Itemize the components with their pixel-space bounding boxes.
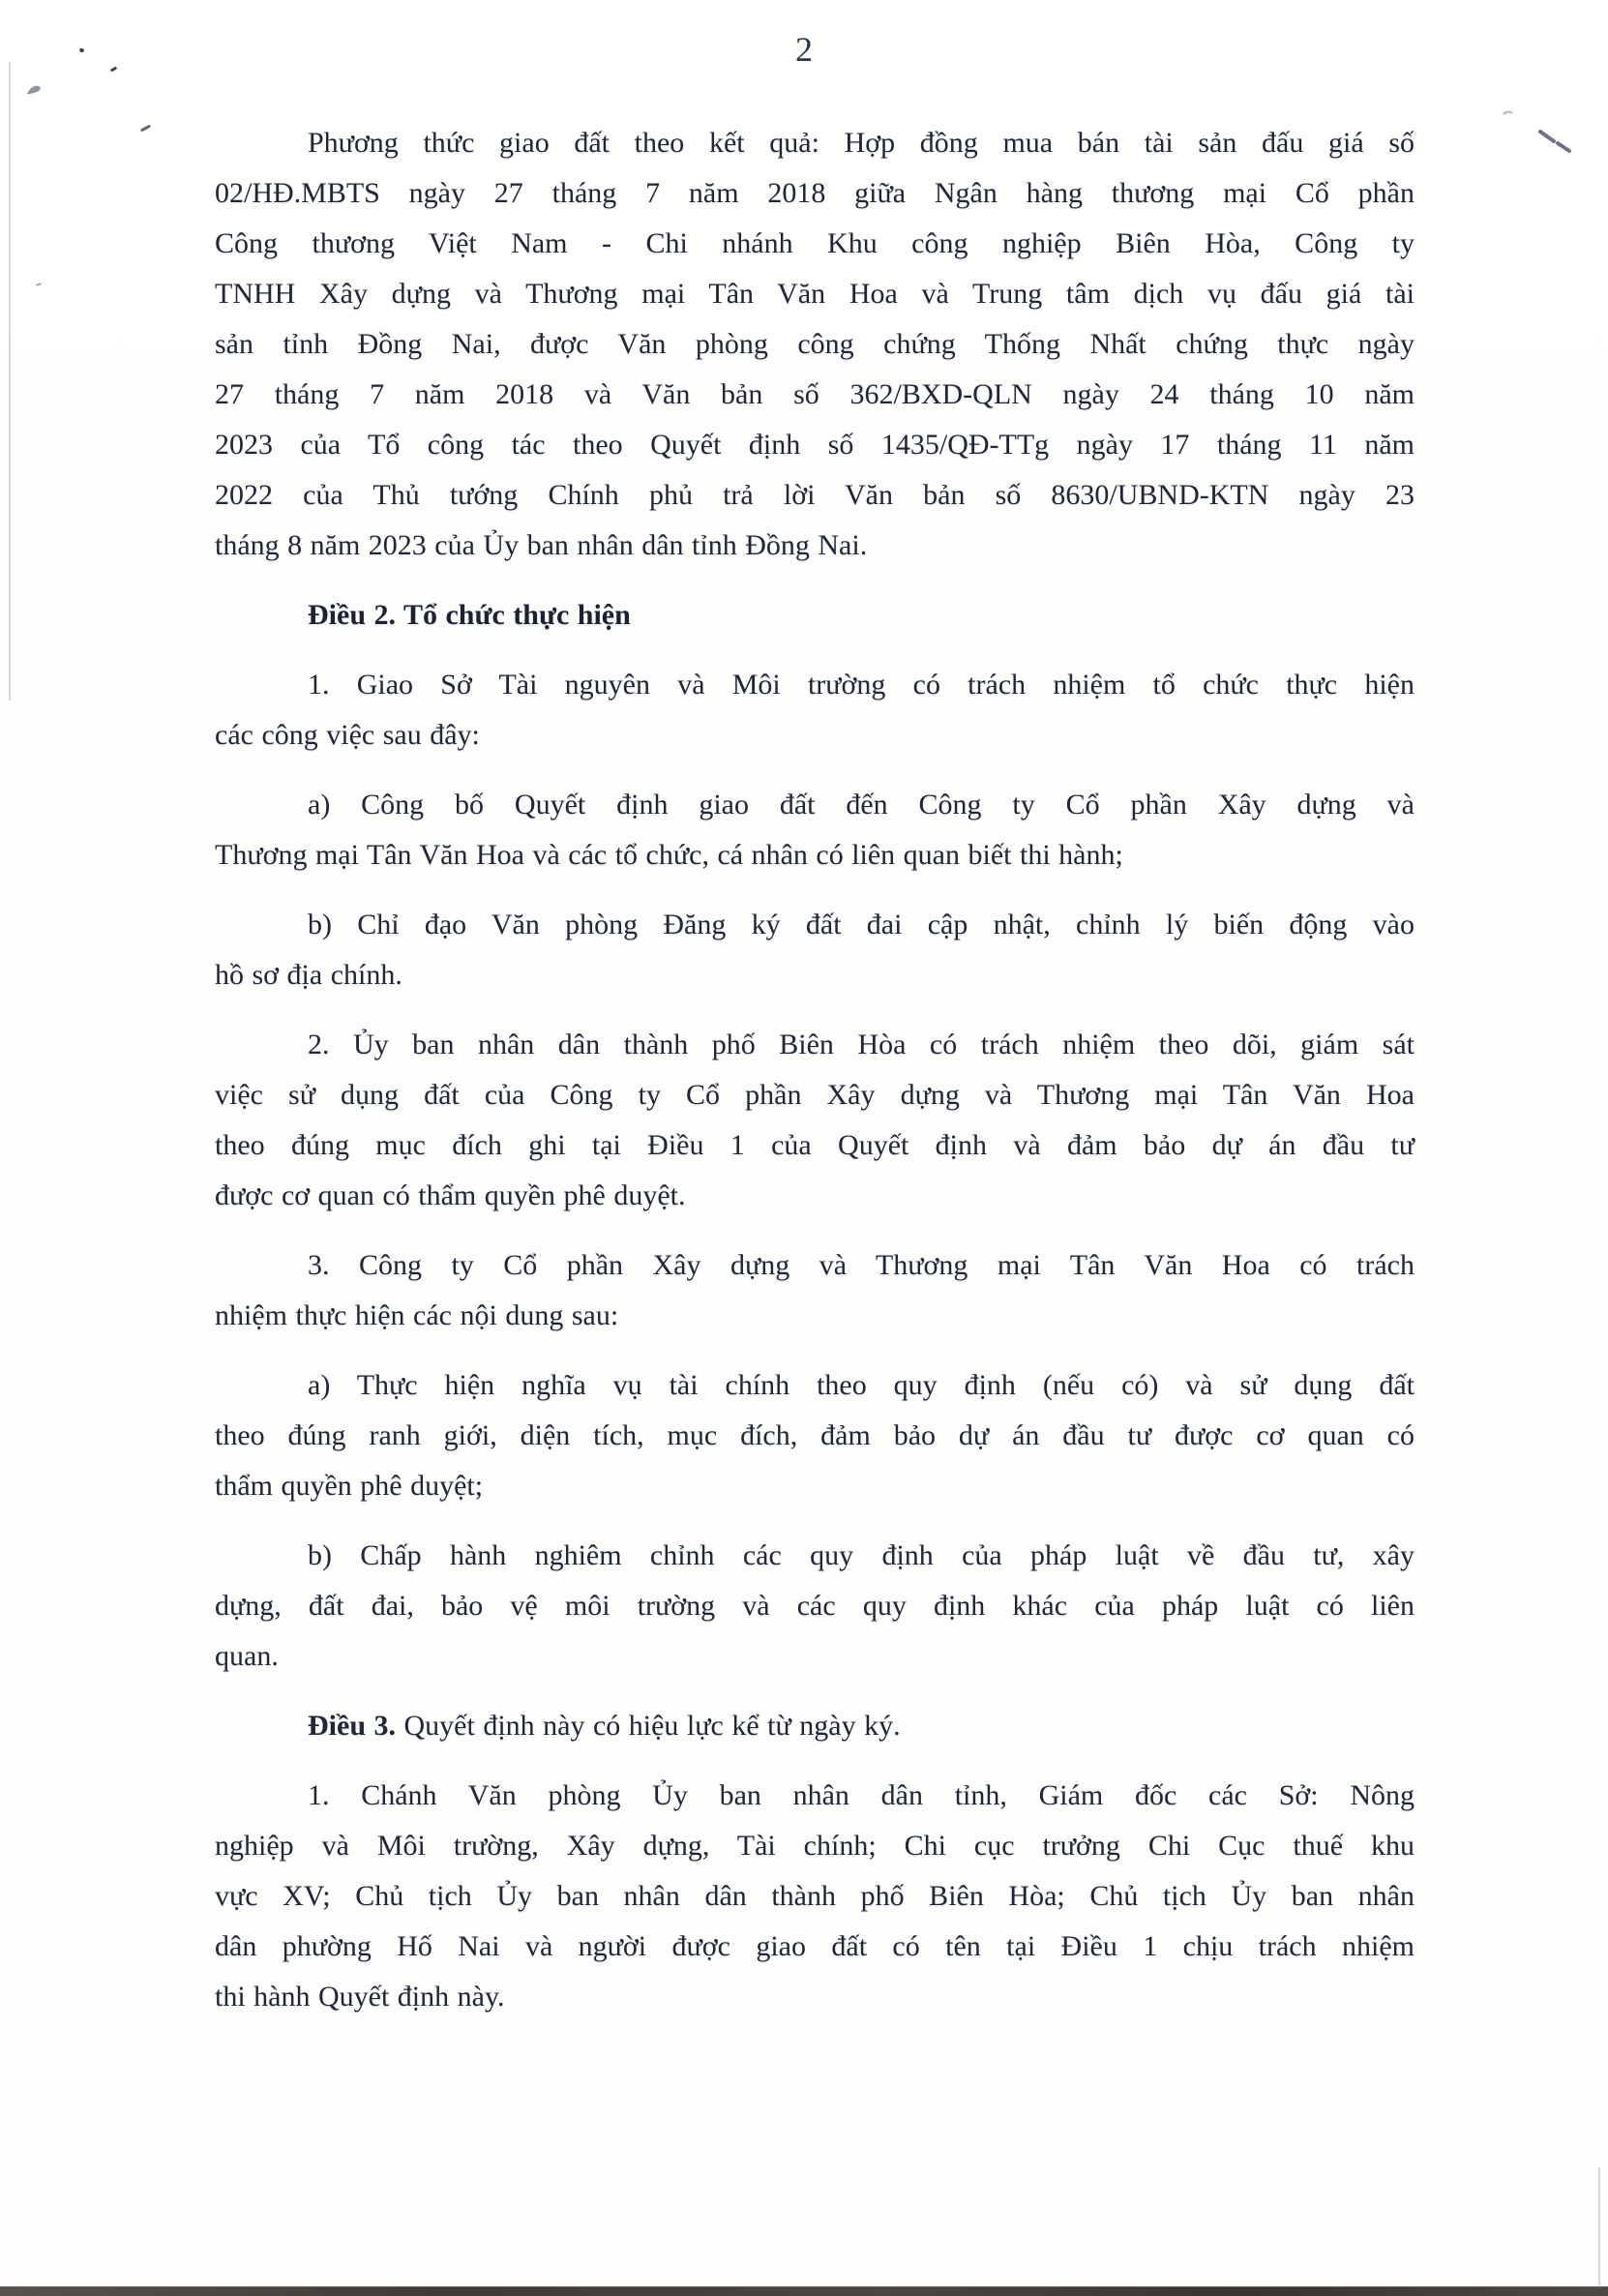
clause-2-2 bbox=[215, 1020, 1414, 1221]
text-line: 3. Công ty Cổ phần Xây dựng và Thương mại Tân Văn Hoa có trách bbox=[308, 1249, 1414, 1281]
ink-smudge bbox=[25, 82, 46, 98]
text-line: TNHH Xây dựng và Thương mại Tân Văn Hoa và Trung tâm dịch vụ đấu giá tài bbox=[215, 278, 1414, 310]
text-line: theo đúng mục đích ghi tại Điều 1 của Quyết định và đảm bảo dự án đầu tư bbox=[215, 1129, 1414, 1161]
clause-2-3 bbox=[215, 1240, 1414, 1341]
text-line: b) Chấp hành nghiêm chỉnh các quy định của pháp luật về đầu tư, xây bbox=[308, 1539, 1414, 1571]
text-line: hồ sơ địa chính. bbox=[215, 959, 402, 991]
text-line: quan. bbox=[215, 1640, 279, 1672]
text-line: thẩm quyền phê duyệt; bbox=[215, 1470, 484, 1502]
text-line: theo đúng ranh giới, diện tích, mục đích, đảm bảo dự án đầu tư được cơ quan có bbox=[215, 1419, 1414, 1451]
clause-2-3b bbox=[215, 1531, 1414, 1682]
clause-2-1a bbox=[215, 780, 1414, 880]
document-paragraphs bbox=[215, 118, 1414, 2042]
scan-speck bbox=[36, 283, 42, 286]
text-line: Điều 2. Tổ chức thực hiện bbox=[308, 599, 631, 631]
text-line: nhiệm thực hiện các nội dung sau: bbox=[215, 1299, 619, 1331]
text-line: Điều 3. Quyết định này có hiệu lực kể từ ngày ký. bbox=[308, 1710, 901, 1742]
heading-dieu-2 bbox=[215, 590, 1414, 641]
pen-mark bbox=[1498, 104, 1585, 158]
text-line: 2023 của Tổ công tác theo Quyết định số 1435/QĐ-TTg ngày 17 tháng 11 năm bbox=[215, 429, 1414, 461]
clause-3-1 bbox=[215, 1771, 1414, 2022]
page-number: 2 bbox=[795, 30, 813, 69]
text-line: Phương thức giao đất theo kết quả: Hợp đồng mua bán tài sản đấu giá số bbox=[308, 127, 1414, 159]
scan-edge-bottom-band bbox=[0, 2286, 1608, 2296]
text-line: 1. Giao Sở Tài nguyên và Môi trường có trách nhiệm tổ chức thực hiện bbox=[308, 669, 1414, 701]
text-line: 2022 của Thủ tướng Chính phủ trả lời Văn bản số 8630/UBND-KTN ngày 23 bbox=[215, 479, 1414, 511]
text-line: b) Chỉ đạo Văn phòng Đăng ký đất đai cập nhật, chỉnh lý biến động vào bbox=[308, 909, 1414, 940]
text-line: các công việc sau đây: bbox=[215, 719, 480, 751]
text-line: vực XV; Chủ tịch Ủy ban nhân dân thành phố Biên Hòa; Chủ tịch Ủy ban nhân bbox=[215, 1880, 1414, 1912]
text-line: nghiệp và Môi trường, Xây dựng, Tài chính; Chi cục trưởng Chi Cục thuế khu bbox=[215, 1830, 1414, 1862]
clause-2-3a bbox=[215, 1360, 1414, 1511]
text-line: 2. Ủy ban nhân dân thành phố Biên Hòa có trách nhiệm theo dõi, giám sát bbox=[308, 1029, 1414, 1060]
text-line: dân phường Hố Nai và người được giao đất có tên tại Điều 1 chịu trách nhiệm bbox=[215, 1930, 1414, 1962]
bold-lead: Điều 3. bbox=[308, 1710, 396, 1742]
text-line: thi hành Quyết định này. bbox=[215, 1981, 505, 2013]
text-line: 27 tháng 7 năm 2018 và Văn bản số 362/BXD-QLN ngày 24 tháng 10 năm bbox=[215, 378, 1414, 410]
clause-2-1 bbox=[215, 660, 1414, 760]
scan-edge-right-line bbox=[1598, 2167, 1600, 2285]
text-line: việc sử dụng đất của Công ty Cổ phần Xây dựng và Thương mại Tân Văn Hoa bbox=[215, 1079, 1414, 1111]
text-line: 1. Chánh Văn phòng Ủy ban nhân dân tỉnh, Giám đốc các Sở: Nông bbox=[308, 1779, 1414, 1811]
text-line: Thương mại Tân Văn Hoa và các tổ chức, cá nhân có liên quan biết thi hành; bbox=[215, 839, 1123, 871]
text-line: tháng 8 năm 2023 của Ủy ban nhân dân tỉnh Đồng Nai. bbox=[215, 529, 868, 561]
text-line: a) Thực hiện nghĩa vụ tài chính theo quy định (nếu có) và sử dụng đất bbox=[308, 1369, 1414, 1401]
paragraph-dieu-3 bbox=[215, 1701, 1414, 1751]
text-line: được cơ quan có thẩm quyền phê duyệt. bbox=[215, 1179, 686, 1211]
scan-speck bbox=[140, 125, 151, 133]
text-line: a) Công bố Quyết định giao đất đến Công ty Cổ phần Xây dựng và bbox=[308, 789, 1414, 820]
text-line: Công thương Việt Nam - Chi nhánh Khu công nghiệp Biên Hòa, Công ty bbox=[215, 227, 1414, 259]
text-line: dựng, đất đai, bảo vệ môi trường và các quy định khác của pháp luật có liên bbox=[215, 1590, 1414, 1622]
clause-2-1b bbox=[215, 900, 1414, 1000]
text-line: 02/HĐ.MBTS ngày 27 tháng 7 năm 2018 giữa Ngân hàng thương mại Cổ phần bbox=[215, 177, 1414, 209]
scan-edge-left-line bbox=[9, 62, 11, 701]
text-line: sản tỉnh Đồng Nai, được Văn phòng công chứng Thống Nhất chứng thực ngày bbox=[215, 328, 1414, 360]
paragraph-phuong-thuc-giao-dat bbox=[215, 118, 1414, 571]
